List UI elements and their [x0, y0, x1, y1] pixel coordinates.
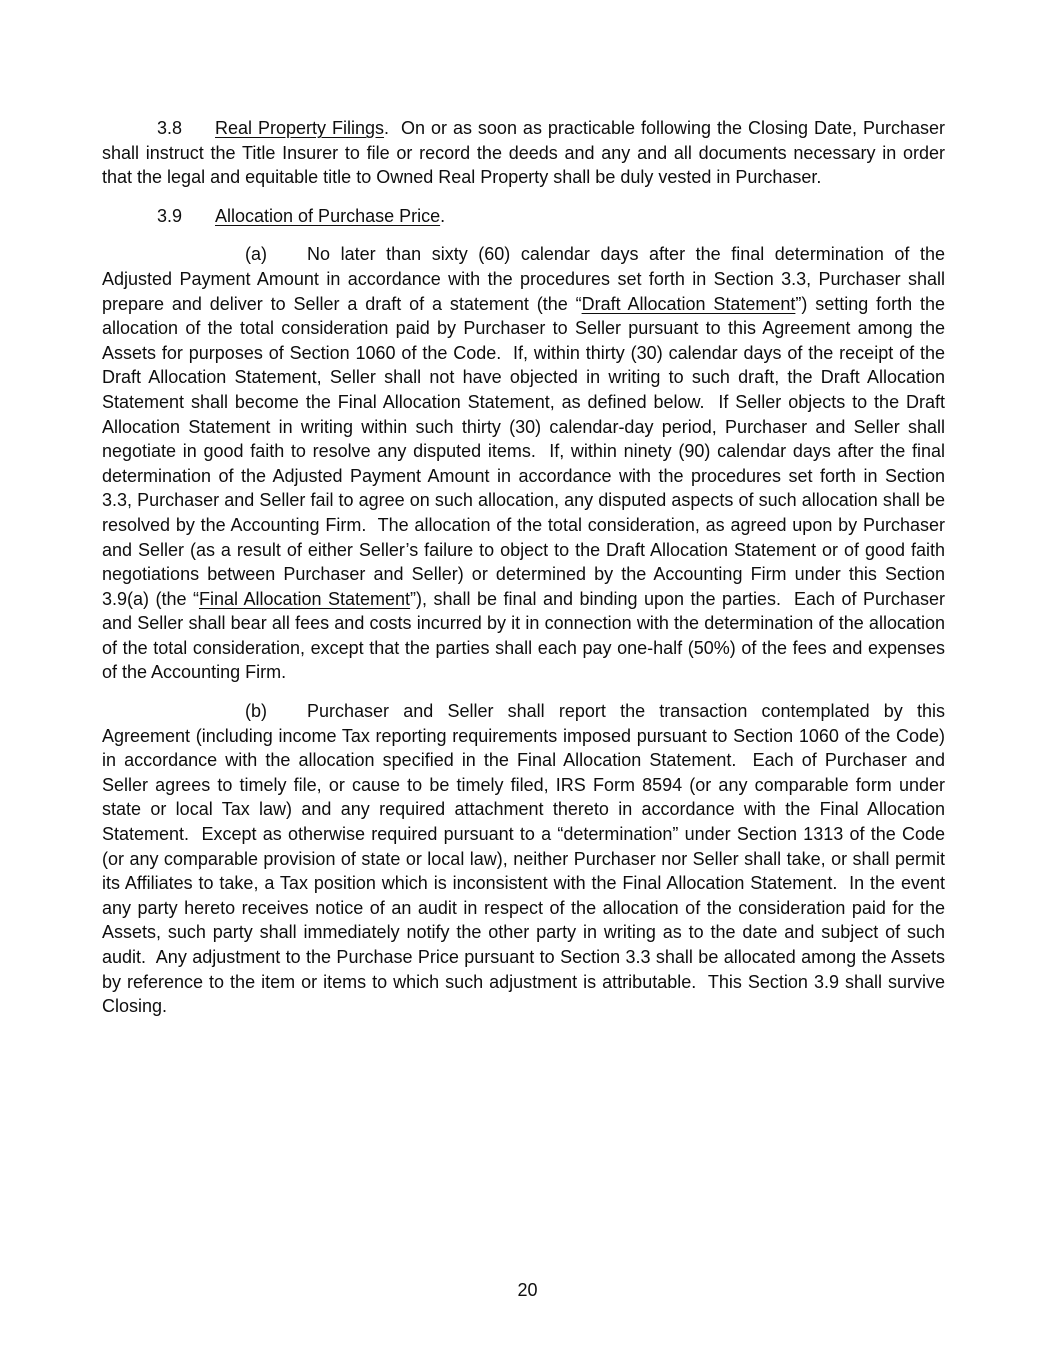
- page-number: 20: [517, 1280, 538, 1300]
- document-body: [102, 116, 945, 1033]
- section-3-9-subparagraph-a: [102, 242, 945, 685]
- subparagraph-a-label: (a): [245, 244, 267, 265]
- subparagraph-b-label: (b): [245, 701, 267, 722]
- section-3-8-number: 3.8: [157, 118, 183, 138]
- section-3-8-text: . On or as soon as practicable following the Closing Date, Purchaser shall instruct the Title Insurer to file or record the deeds and any and all documents necessary in order that the legal and equitable title to Owned Real Property shall be duly vested in Purchaser.: [102, 118, 946, 188]
- subparagraph-b-text: Purchaser and Seller shall report the transaction contemplated by this Agreement (including income Tax reporting requirements imposed pursuant to Section 1060 of the Code) in accordance with the allocation specified in the Final Allocation Statement. Each of Purchaser and Seller agrees to timely file, or cause to be timely filed, IRS Form 8594 (or any comparable form under state or local Tax law) and any required attachment thereto in accordance with the Final Allocation Statement. Except as otherwise required pursuant to a “determination” under Section 1313 of the Code (or any comparable provision of state or local law), neither Purchaser nor Seller shall take, or shall permit its Affiliates to take, a Tax position which is inconsistent with the Final Allocation Statement. In the event any party hereto receives notice of an audit in respect of the allocation of the consideration paid for the Assets, such party shall immediately notify the other party in writing as to the date and subject of such audit. Any adjustment to the Purchase Price pursuant to Section 3.3 shall be allocated among the Assets by reference to the item or items to which such adjustment is attributable. This Section 3.9 shall survive Closing.: [102, 701, 945, 1017]
- subparagraph-a-text: No later than sixty (60) calendar days after the final determination of the Adjusted Payment Amount in accordance with the procedures set forth in Section 3.3, Purchaser shall prepare and deliver to Seller a draft of a statement (the “Draft Allocation Statement”) setting forth the allocation of the total consideration paid by Purchaser to Seller pursuant to this Agreement among the Assets for purposes of Section 1060 of the Code. If, within thirty (30) calendar days of the receipt of the Draft Allocation Statement, Seller shall not have objected in writing to such draft, the Draft Allocation Statement shall become the Final Allocation Statement, as defined below. If Seller objects to the Draft Allocation Statement in writing within such thirty (30) calendar-day period, Purchaser and Seller shall negotiate in good faith to resolve any disputed items. If, within ninety (90) calendar days after the final determination of the Adjusted Payment Amount in accordance with the procedures set forth in Section 3.3, Purchaser and Seller fail to agree on such allocation, any disputed aspects of such allocation shall be resolved by the Accounting Firm. The allocation of the total consideration, as agreed upon by Purchaser and Seller (as a result of either Seller’s failure to object to the Draft Allocation Statement or of good faith negotiations between Purchaser and Seller) or determined by the Accounting Firm under this Section 3.9(a) (the “Final Allocation Statement”), shall be final and binding upon the parties. Each of Purchaser and Seller shall bear all fees and costs incurred by it in connection with the determination of the allocation of the total consideration, except that the parties shall each pay one-half (50%) of the fees and expenses of the Accounting Firm.: [102, 244, 945, 683]
- section-3-9-number: 3.9: [157, 205, 183, 226]
- section-3-9-subparagraph-b: [102, 699, 945, 1019]
- section-3-9-heading-period: .: [440, 205, 446, 226]
- section-3-8-heading: Real Property Filings: [215, 118, 385, 138]
- section-3-9-heading-paragraph: [102, 204, 945, 229]
- section-3-8-paragraph: [102, 116, 945, 190]
- section-3-9-heading: Allocation of Purchase Price: [215, 205, 441, 226]
